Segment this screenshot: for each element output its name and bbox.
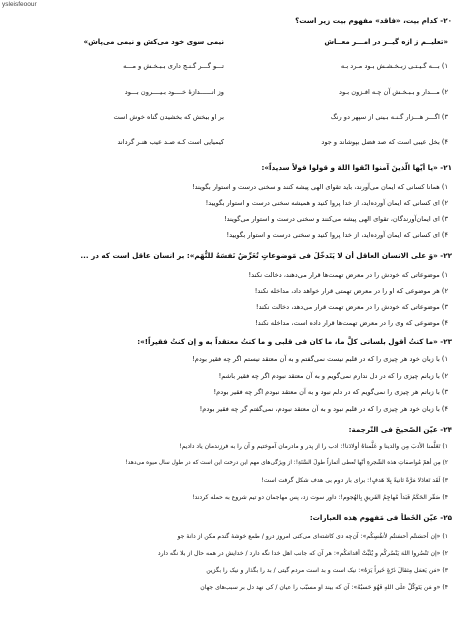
q25-option-4[interactable]: ۴) «و مَن یَتَوکّلْ علَی اللهِ فَهُوَ حَسبُهُ»: آن که بیند او مسبّب را عیان / کی نهد دل بر سبب‌های جهان	[200, 584, 448, 591]
question-21-title: ۲۱- «یا أیّها الّذینَ آمنوا اتّقوا اللهَ و قولوا قولاً سدیداً»:	[261, 163, 452, 172]
question-24-title: ۲۴- عیّن الصّحیحَ فی التّرجمة:	[348, 425, 452, 434]
q24-option-2[interactable]: ۲) مِن أهمّ مُواصفاتِ هذه الشّجرةِ أنّها تُعطی أثماراً طولَ السَّنَةِ!: از ویژگی‌های مهم این درخت این است که در طول سال میوه می‌دهد!	[125, 460, 448, 466]
q22-option-2[interactable]: ۲) هر موضوعی که او را در معرض تهمتی قرار خواهد داد، مداخله نکند!	[254, 287, 448, 295]
q23-option-1[interactable]: ۱) با زبان خود هر چیزی را که در قلبم نیست نمی‌گفتم و به آن معتقد نیستم اگر چه فقیر بودم!	[192, 355, 448, 363]
watermark: ysleisfeoour	[2, 1, 37, 8]
question-22-title: ۲۲- «وَ علی الانسان العاقل أن لا یَتَدخّلَ فی مَوضوعاتٍ تُعَرِّضُ نَفسَهُ للتُّهَم»: بر انسان عاقل است که در ...	[80, 251, 452, 260]
q21-option-2[interactable]: ۲) ای کسانی که ایمان آورده‌اید، از خدا پروا کنید و همیشه سخنی درست و استوار بگویید!	[205, 199, 448, 207]
q20-option-2-right[interactable]: ۲) مـــدار و بـبـخـش آن چـه افـزون بـود	[339, 88, 448, 96]
q24-option-1[interactable]: ۱) تَعَلَّمنا الأدبَ مِن والدینا و عَلَّمناهُ أولادَنا!: ادب را از پدر و مادرمان آموختیم و آن را به فرزندمان یاد دادیم!	[179, 443, 448, 450]
q21-option-4[interactable]: ۴) ای کسانی که ایمان آورده‌اید، از خدا پروا کنید و سخنی درست و استوار بگویید!	[226, 231, 448, 239]
question-20-title: ۲۰- کدام بیت، «فاقد» مفهوم بیت زیر است؟	[295, 16, 452, 25]
question-23-title: ۲۳- «ما کنتُ أقول بلسانی کلَّ ما، ما کان فی قلبی و ما کنتُ معتقداً به و إن کنتُ فقیراً!»:	[137, 337, 452, 346]
q22-option-3[interactable]: ۳) موضوعاتی که خودش را در معرض تهمت قرار می‌دهد، دخالت نکند!	[255, 303, 448, 311]
q20-option-4-right[interactable]: ۴) بخل عیبی است که صد فضل بپوشاند و جود	[321, 138, 448, 146]
q20-verse-right: «تعلیــم ز ازه گیــر در امـــر معــاش	[324, 38, 448, 46]
q24-option-3[interactable]: ۳) لَقَد تَعادَلا مَرَّةً ثانیةً بِلا هَدفٍ!: برای بار دوم بی هدف شکل گرفت است!	[261, 477, 448, 484]
q20-option-2-left: وز انــــــدازۀ خــــود بـیــــرون بـــود	[124, 88, 224, 96]
q21-option-3[interactable]: ۳) ای ایمان‌آورندگان، تقوای الهی پیشه می‌کنند و سخنی درست و استوار می‌گویند!	[223, 215, 448, 223]
q24-option-4[interactable]: ۴) صَفّر الحَکَمُ فَبَدأ مُهاجِمُ الفَریقِ بِالهُجوم!: داور سوت زد، پس مهاجمان دو تیم شروع به حمله کردند!	[192, 494, 448, 501]
q21-option-1[interactable]: ۱) همانا کسانی که ایمان می‌آورند، باید تقوای الهی پیشه کنند و سخنی درست و استوار بگویند!	[191, 183, 448, 191]
q25-option-2[interactable]: ۲) «إن تَنْصُروا اللهَ یَنْصُرکُم و یُثَبِّتْ أقدامَکُم»: هر آن که جانب اهل خدا نگه دارد / خدایش در همه حال از بلا نگه دارد	[157, 550, 448, 557]
q23-option-2[interactable]: ۲) با زبانم چیزی را که در دل ندارم نمی‌گویم و به آن معتقد نبودم اگر چه فقیر باشم!	[218, 372, 448, 380]
q20-option-3-left: بر او ببخش که بخشیدن گناه خوش است	[113, 113, 224, 121]
q20-option-1-left: تـــو گـــر گـنـج داری بـبـخـش و مـــه	[123, 62, 224, 70]
q20-option-3-right[interactable]: ۳) اگـــر هـــزار گـنـه بـینی از سپهر دو رنگ	[330, 113, 448, 121]
q22-option-4[interactable]: ۴) موضوعی که وی را در معرض تهمت‌ها قرار داده است، مداخله نکند!	[255, 319, 448, 327]
q23-option-4[interactable]: ۴) با زبان خود هر چیزی را که در قلبم نبود و به آن معتقد نبودم، نمی‌گفتم گر چه فقیر بودم!	[199, 405, 448, 413]
q20-verse-left: نیمی سوی خود می‌کش و نیمی می‌پاش»	[83, 38, 224, 46]
q25-option-1[interactable]: ۱) «إن أحسَنتُم أحسَنتُم لأنفُسِکُم»: آن‌چه دی کاشته‌ای می‌کنی امروز درو / طمع خوشهٔ گندم مکن از دانهٔ جو	[177, 533, 448, 540]
q20-option-1-right[interactable]: ۱) بـــه گـیـتـی زبـخـشـش بـود مـرد بـه	[340, 62, 448, 70]
question-25-title: ۲۵- عیّن الخَطأ فی مَفهوم هذه العبارات:	[309, 513, 452, 522]
q23-option-3[interactable]: ۳) با زبانم هر چیزی را نمی‌گویم که در دلم نبود و به آن معتقد نبودم اگر چه فقیر بودم!	[213, 388, 448, 396]
q22-option-1[interactable]: ۱) موضوعاتی که خودش را در معرض تهمت‌ها قرار می‌دهند، دخالت نکند!	[248, 271, 448, 279]
q20-option-4-left: کیمیایی است کـه صـد عیب هنـر گرداند	[117, 138, 224, 146]
q25-option-3[interactable]: ۳) «مَن یَعمَل مِثقالَ ذَرّةٍ خَیراً یَرَهُ»: نیک است و بد است مردم گیتی / بد را بگذار و نیک را بگزین	[206, 567, 448, 574]
